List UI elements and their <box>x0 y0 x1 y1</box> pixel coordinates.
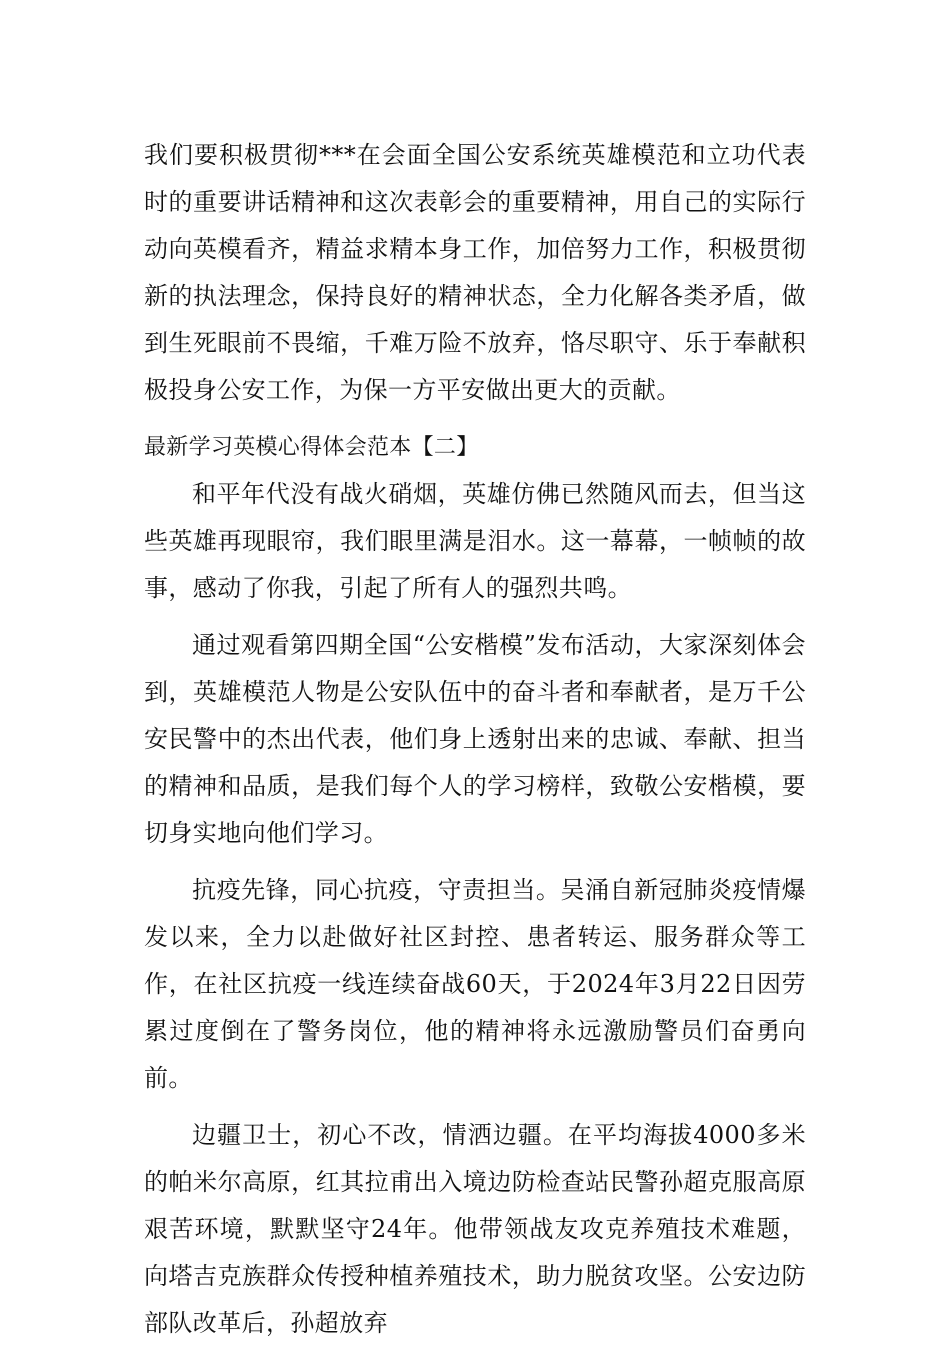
paragraph-police-role-models: 通过观看第四期全国“公安楷模”发布活动，大家深刻体会到，英雄模范人物是公安队伍中的奋斗者和奉献者，是万千公安民警中的杰出代表，他们身上透射出来的忠诚、奉献、担当的精神和品质，是我们每个人的学习榜样，致敬公安楷模，要切身实地向他们学习。 <box>144 631 806 847</box>
paragraph-peacetime-heroes: 和平年代没有战火硝烟，英雄仿佛已然随风而去，但当这些英雄再现眼帘，我们眼里满是泪水。这一幕幕，一帧帧的故事，感动了你我，引起了所有人的强烈共鸣。 <box>144 480 806 602</box>
paragraph-border-guardian: 边疆卫士，初心不改，情洒边疆。在平均海拔4000多米的帕米尔高原，红其拉甫出入境边防检查站民警孙超克服高原艰苦环境，默默坚守24年。他带领战友攻克养殖技术难题，向塔吉克族群众传授种植养殖技术，助力脱贫攻坚。公安边防部队改革后，孙超放弃 <box>144 1121 806 1337</box>
paragraph-intro-continuation: 我们要积极贯彻***在会面全国公安系统英雄模范和立功代表时的重要讲话精神和这次表彰会的重要精神，用自己的实际行动向英模看齐，精益求精本身工作，加倍努力工作，积极贯彻新的执法理念，保持良好的精神状态，全力化解各类矛盾，做到生死眼前不畏缩，千难万险不放弃，恪尽职守、乐于奉献积极投身公安工作，为保一方平安做出更大的贡献。 <box>144 141 806 404</box>
document-body <box>144 132 806 1347</box>
section-heading: 最新学习英模心得体会范本【二】 <box>144 435 479 460</box>
paragraph-anti-epidemic-pioneer: 抗疫先锋，同心抗疫，守责担当。吴涌自新冠肺炎疫情爆发以来，全力以赴做好社区封控、患者转运、服务群众等工作，在社区抗疫一线连续奋战60天，于2024年3月22日因劳累过度倒在了警务岗位，他的精神将永远激励警员们奋勇向前。 <box>144 876 806 1092</box>
